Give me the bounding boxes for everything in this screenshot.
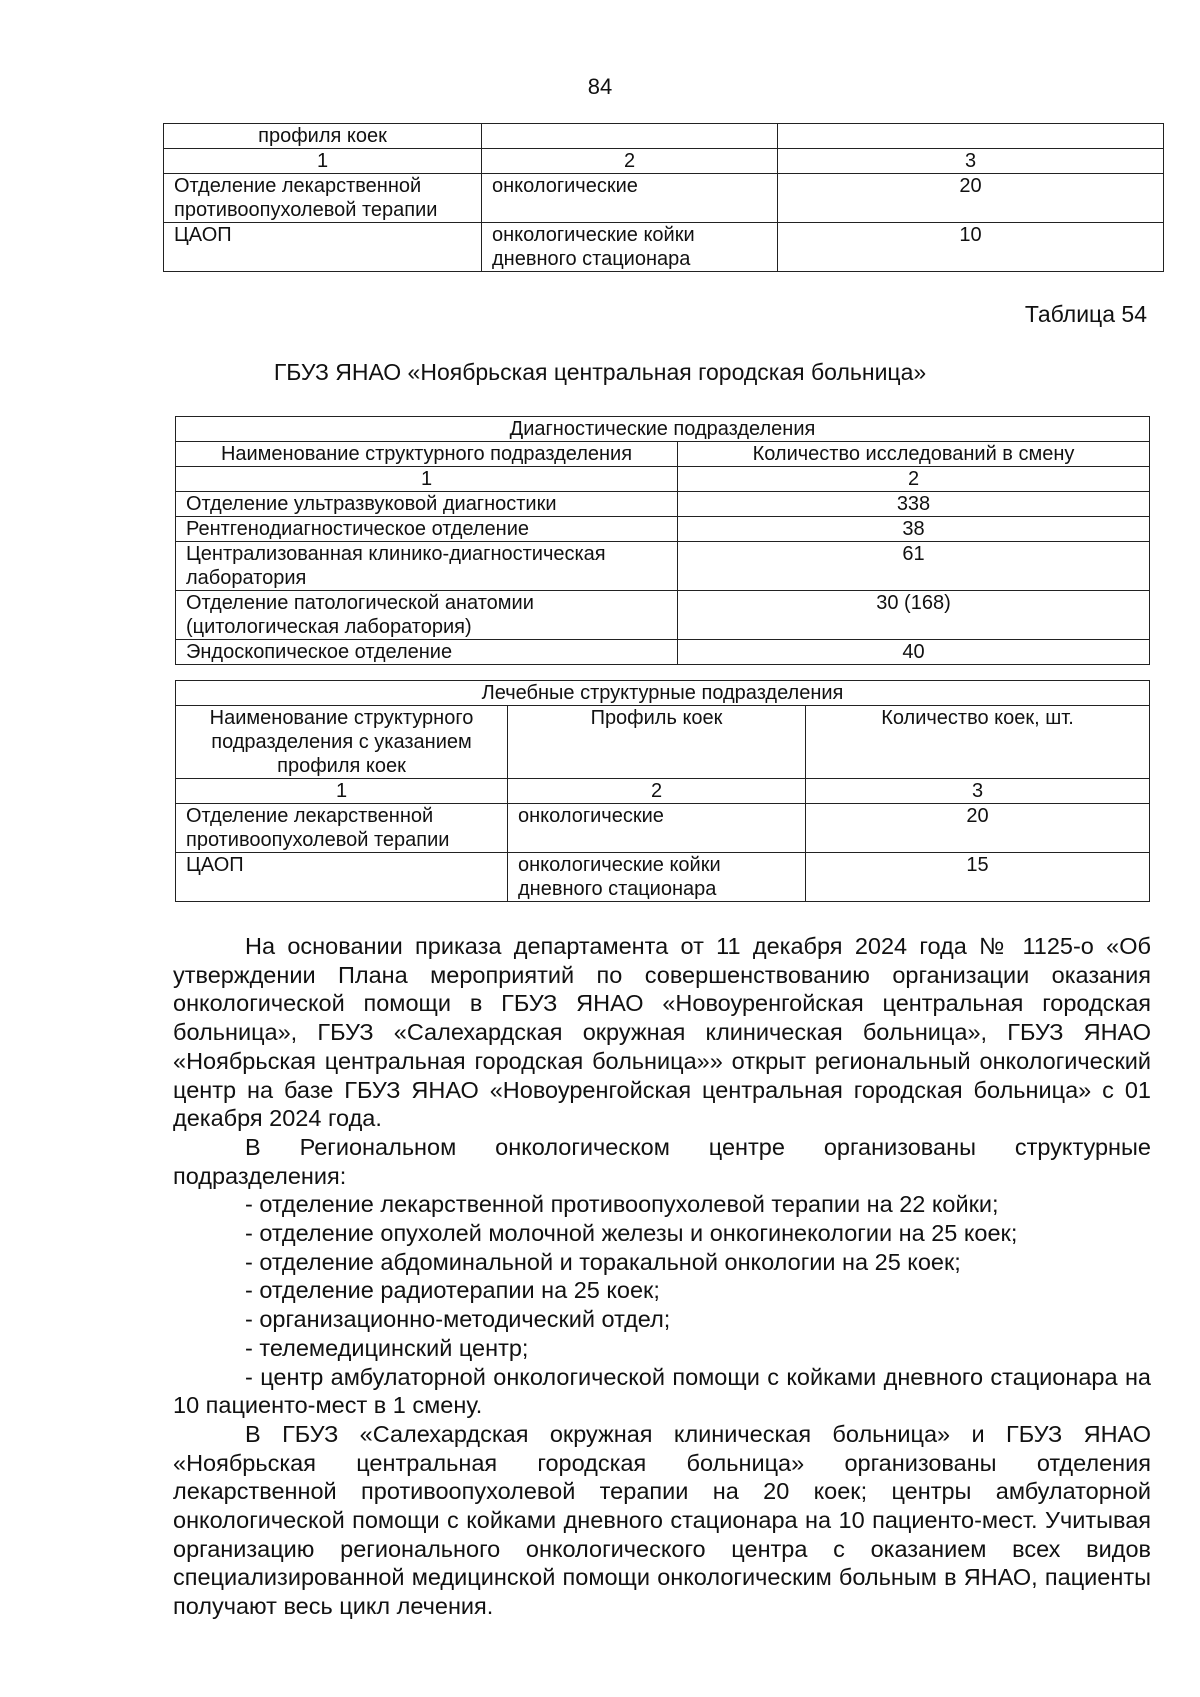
table-cell: 61 xyxy=(678,542,1150,591)
table-row xyxy=(164,124,1164,149)
table-cell: 3 xyxy=(778,149,1164,174)
table-cell: 20 xyxy=(806,804,1150,853)
table-cell: онкологические койки дневного стационара xyxy=(482,223,778,272)
column-header: Наименование структурного подразделения с указанием профиля коек xyxy=(176,706,508,779)
table-cell: ЦАОП xyxy=(164,223,482,272)
table-cell: 10 xyxy=(778,223,1164,272)
table-cell: 20 xyxy=(778,174,1164,223)
table-cell: 38 xyxy=(678,517,1150,542)
continued-table xyxy=(163,123,1164,272)
list-item: - организационно-методический отдел; xyxy=(245,1306,671,1333)
table-row xyxy=(176,417,1150,442)
list-item: - телемедицинский центр; xyxy=(245,1334,529,1361)
list-item: - центр амбулаторной онкологической помощи с койками дневного стационара на 10 пациенто-мест в 1 смену. xyxy=(173,1363,1151,1419)
table-cell: профиля коек xyxy=(164,124,482,149)
paragraph: В ГБУЗ «Салехардская окружная клиническая больница» и ГБУЗ ЯНАО «Ноябрьская центральная городская больница» организованы отделения лекарственной противоопухолевой терапии на 20 коек; центры амбулаторной онкологической помощи с койками дневного стационара на 10 пациенто-мест. Учитывая организацию регионального онкологического центра с оказанием всех видов специализированной медицинской помощи онкологическим больным в ЯНАО, пациенты получают весь цикл лечения. xyxy=(173,1420,1151,1620)
list-item: - отделение абдоминальной и торакальной онкологии на 25 коек; xyxy=(245,1248,961,1275)
table-cell: 2 xyxy=(508,779,806,804)
section-title: Диагностические подразделения xyxy=(176,417,1150,442)
table-row xyxy=(176,517,1150,542)
paragraph: В Региональном онкологическом центре организованы структурные подразделения: xyxy=(173,1133,1151,1189)
table-cell: Рентгенодиагностическое отделение xyxy=(176,517,678,542)
table-row xyxy=(164,149,1164,174)
table-row xyxy=(176,640,1150,665)
list-item: - отделение радиотерапии на 25 коек; xyxy=(245,1277,660,1304)
table-cell xyxy=(778,124,1164,149)
table-cell: 30 (168) xyxy=(678,591,1150,640)
table-row xyxy=(164,223,1164,272)
table-cell: онкологические xyxy=(508,804,806,853)
table-cell: Централизованная клинико-диагностическая лаборатория xyxy=(176,542,678,591)
section-title: Лечебные структурные подразделения xyxy=(176,681,1150,706)
column-header: Наименование структурного подразделения xyxy=(176,442,678,467)
table-cell xyxy=(482,124,778,149)
table-cell: ЦАОП xyxy=(176,853,508,902)
table-row xyxy=(176,467,1150,492)
table-cell: 2 xyxy=(482,149,778,174)
table-cell: Отделение лекарственной противоопухолевой терапии xyxy=(176,804,508,853)
table-cell: 1 xyxy=(176,467,678,492)
table-row xyxy=(176,681,1150,706)
table-header-row xyxy=(176,706,1150,779)
paragraph: На основании приказа департамента от 11 декабря 2024 года № 1125-о «Об утверждении Плана мероприятий по совершенствованию организации оказания онкологической помощи в ГБУЗ ЯНАО «Новоуренгойская центральная городская больница», ГБУЗ «Салехардская окружная клиническая больница», ГБУЗ ЯНАО «Ноябрьская центральная городская больница»» открыт региональный онкологический центр на базе ГБУЗ ЯНАО «Новоуренгойская центральная городская больница» с 01 декабря 2024 года. xyxy=(173,933,1151,1132)
table-row xyxy=(176,542,1150,591)
table-cell: онкологические xyxy=(482,174,778,223)
table-cell: 40 xyxy=(678,640,1150,665)
table-cell: 3 xyxy=(806,779,1150,804)
table-cell: 1 xyxy=(176,779,508,804)
table-cell: Эндоскопическое отделение xyxy=(176,640,678,665)
table-row xyxy=(176,779,1150,804)
column-header: Количество исследований в смену xyxy=(678,442,1150,467)
table-header-row xyxy=(176,442,1150,467)
table-cell: Отделение ультразвуковой диагностики xyxy=(176,492,678,517)
table-cell: 1 xyxy=(164,149,482,174)
table-title: ГБУЗ ЯНАО «Ноябрьская центральная городская больница» xyxy=(273,359,927,385)
table-row xyxy=(176,804,1150,853)
table-row xyxy=(176,591,1150,640)
treatment-table xyxy=(175,680,1150,902)
table-cell: Отделение лекарственной противоопухолевой терапии xyxy=(164,174,482,223)
table-row xyxy=(176,853,1150,902)
table-cell: 338 xyxy=(678,492,1150,517)
table-label: Таблица 54 xyxy=(1024,301,1147,327)
column-header: Количество коек, шт. xyxy=(806,706,1150,779)
table-cell: Отделение патологической анатомии (цитологическая лаборатория) xyxy=(176,591,678,640)
table-cell: онкологические койки дневного стационара xyxy=(508,853,806,902)
table-row xyxy=(164,174,1164,223)
table-row xyxy=(176,492,1150,517)
column-header: Профиль коек xyxy=(508,706,806,779)
diagnostic-table xyxy=(175,416,1150,665)
body-text xyxy=(173,932,1151,1621)
list-item: - отделение лекарственной противоопухолевой терапии на 22 койки; xyxy=(245,1191,999,1218)
table-cell: 2 xyxy=(678,467,1150,492)
page-number: 84 xyxy=(587,74,613,99)
table-cell: 15 xyxy=(806,853,1150,902)
list-item: - отделение опухолей молочной железы и онкогинекологии на 25 коек; xyxy=(245,1220,1018,1247)
